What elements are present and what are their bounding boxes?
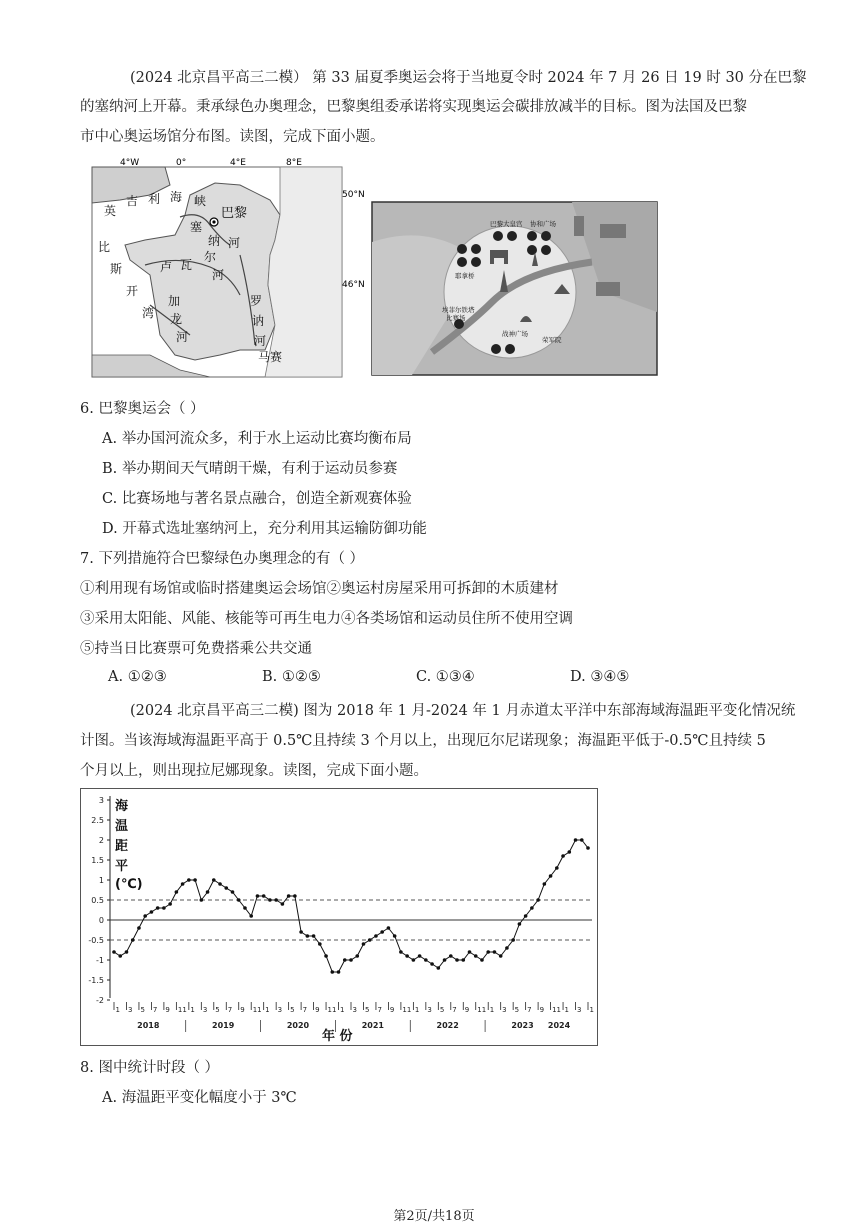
lat-label: 46°N	[342, 280, 365, 290]
data-point	[137, 926, 141, 930]
data-point	[118, 954, 122, 958]
month-tick-label: 7	[227, 1006, 233, 1014]
data-point	[368, 938, 372, 942]
place-label: 峡	[194, 194, 207, 208]
venue-label: 荣军院	[542, 336, 562, 344]
month-tick-label: 1	[564, 1006, 570, 1014]
y-tick-label: 1.5	[91, 856, 104, 865]
lon-label: 8°E	[286, 158, 302, 168]
q8-option-a: A. 海温距平变化幅度小于 3℃	[102, 1090, 297, 1106]
venue-label: 比赛场	[446, 314, 466, 322]
data-point	[418, 954, 422, 958]
q7-item: ③采用太阳能、风能、核能等可再生电力④各类场馆和运动员住所不使用空调	[80, 611, 573, 627]
data-point	[549, 874, 553, 878]
year-label: 2022	[436, 1021, 459, 1030]
data-point	[324, 954, 328, 958]
data-point	[449, 954, 453, 958]
data-point	[374, 934, 378, 938]
month-tick-label: 9	[240, 1006, 245, 1014]
data-point	[330, 970, 334, 974]
data-point	[206, 890, 210, 894]
y-tick-label: -0.5	[88, 936, 104, 945]
place-label: 斯	[110, 262, 123, 276]
place-label: 河	[254, 334, 267, 348]
q8-stem: 8. 图中统计时段（ ）	[80, 1060, 220, 1076]
data-point	[480, 958, 484, 962]
q6-option-c: C. 比赛场地与著名景点融合，创造全新观赛体验	[102, 491, 412, 507]
data-point	[200, 898, 204, 902]
lat-label: 50°N	[342, 190, 365, 200]
month-tick-label: 9	[389, 1006, 395, 1014]
q6-stem: 6. 巴黎奥运会（ ）	[80, 401, 205, 417]
venue-label: 协和广场	[530, 220, 556, 228]
month-tick-label: 1	[340, 1006, 345, 1014]
data-point	[530, 906, 534, 910]
place-label: 马赛	[258, 350, 283, 364]
data-point	[156, 906, 160, 910]
data-point	[499, 954, 503, 958]
intro-line-3: 市中心奥运场馆分布图。读图，完成下面小题。	[80, 129, 385, 145]
place-label: 英	[104, 204, 117, 218]
month-tick-label: 11	[552, 1006, 562, 1014]
venue-label: 埃菲尔铁塔	[442, 306, 475, 314]
venue-label: 耶拿桥	[455, 272, 475, 280]
y-tick-label: 3	[98, 796, 104, 805]
month-tick-label: 3	[277, 1006, 283, 1014]
place-label: 巴黎	[221, 206, 248, 221]
month-tick-label: 9	[315, 1006, 320, 1014]
data-point	[524, 914, 528, 918]
data-point	[318, 942, 322, 946]
data-point	[212, 878, 216, 882]
data-point	[287, 894, 291, 898]
y-tick-label: 0	[98, 916, 104, 925]
building-icon	[596, 282, 620, 296]
data-point	[143, 914, 147, 918]
year-label: 2024	[547, 1021, 571, 1030]
y-tick-label: -1	[96, 956, 104, 965]
month-tick-label: 1	[265, 1006, 270, 1014]
place-label: 龙	[170, 312, 183, 326]
data-point	[243, 906, 247, 910]
data-point	[362, 942, 366, 946]
place-label: 罗	[250, 294, 263, 308]
y-tick-label: 0.5	[91, 896, 104, 905]
place-label: 比	[98, 240, 111, 254]
q7-option-a: A. ①②③	[108, 669, 167, 685]
place-label: 讷	[252, 314, 265, 328]
data-point	[567, 850, 571, 854]
data-point	[293, 894, 297, 898]
place-label: 海	[170, 190, 183, 204]
data-point	[131, 938, 135, 942]
year-label: 2020	[286, 1021, 310, 1030]
y-axis-label: 海 温 距 平 (℃)	[115, 799, 143, 892]
data-point	[474, 954, 478, 958]
y-tick-label: -1.5	[88, 976, 104, 985]
data-point	[231, 890, 235, 894]
y-tick-label: 2	[98, 836, 104, 845]
q7-item: ⑤持当日比赛票可免费搭乘公共交通	[80, 641, 312, 657]
venue-label: 战神广场	[502, 330, 528, 338]
month-tick-label: 7	[377, 1006, 382, 1014]
month-tick-label: 7	[302, 1006, 308, 1014]
q7-option-b: B. ①②⑤	[262, 669, 321, 685]
data-point	[543, 882, 547, 886]
month-tick-label: 7	[152, 1006, 158, 1014]
month-tick-label: 5	[514, 1006, 520, 1014]
data-point	[518, 922, 522, 926]
data-point	[162, 906, 166, 910]
y-tick-label: 1	[98, 876, 104, 885]
place-label: 湾	[142, 306, 155, 320]
month-tick-label: 3	[202, 1006, 208, 1014]
data-point	[343, 958, 347, 962]
data-point	[493, 950, 497, 954]
q7-item: ①利用现有场馆或临时搭建奥运会场馆②奥运村房屋采用可拆卸的木质建材	[80, 581, 559, 597]
place-label: 塞	[190, 220, 203, 234]
data-point	[312, 934, 316, 938]
data-point	[237, 898, 241, 902]
year-label: 2021	[361, 1021, 384, 1030]
q7-stem: 7. 下列措施符合巴黎绿色办奥理念的有（ ）	[80, 551, 365, 567]
place-label: 吉	[126, 194, 139, 208]
intro2-line-1: (2024 北京昌平高三二模) 图为 2018 年 1 月-2024 年 1 月赤道太平洋中东部海域海温距平变化情况统	[130, 703, 796, 719]
month-tick-label: 11	[252, 1006, 262, 1014]
year-label: 2023	[511, 1021, 534, 1030]
data-point	[193, 878, 197, 882]
data-point	[218, 882, 222, 886]
place-label: 尔	[204, 250, 217, 264]
data-point	[405, 954, 409, 958]
data-point	[249, 914, 253, 918]
month-tick-label: 5	[364, 1006, 370, 1014]
month-tick-label: 11	[327, 1006, 337, 1014]
data-point	[561, 854, 565, 858]
data-point	[437, 966, 441, 970]
year-label: 2019	[212, 1021, 235, 1030]
data-point	[412, 958, 416, 962]
data-point	[424, 958, 428, 962]
month-tick-label: 1	[489, 1006, 495, 1014]
building-icon	[600, 224, 626, 238]
data-point	[125, 950, 129, 954]
month-tick-label: 3	[427, 1006, 432, 1014]
month-tick-label: 3	[577, 1006, 582, 1014]
data-point	[281, 902, 285, 906]
data-point	[555, 866, 559, 870]
month-tick-label: 3	[502, 1006, 507, 1014]
data-point	[380, 930, 384, 934]
month-tick-label: 7	[452, 1006, 457, 1014]
data-point	[468, 950, 472, 954]
month-tick-label: 7	[527, 1006, 532, 1014]
place-label: 卢	[160, 260, 173, 274]
data-point	[187, 878, 191, 882]
month-tick-label: 3	[127, 1006, 133, 1014]
data-point	[399, 950, 403, 954]
data-point	[224, 886, 228, 890]
data-point	[536, 898, 540, 902]
data-point	[349, 958, 353, 962]
place-label: 加	[168, 294, 181, 308]
month-tick-label: 9	[165, 1006, 170, 1014]
place-label: 开	[126, 284, 139, 298]
place-label: 河	[212, 268, 225, 282]
intro-line-1: (2024 北京昌平高三二模） 第 33 届夏季奥运会将于当地夏令时 2024 年 7 月 26 日 19 时 30 分在巴黎	[130, 70, 807, 86]
q6-option-b: B. 举办期间天气晴朗干燥，有利于运动员参赛	[102, 461, 398, 477]
data-point	[337, 970, 341, 974]
data-point	[511, 938, 515, 942]
building-icon	[574, 216, 584, 236]
data-point	[580, 838, 584, 842]
month-tick-label: 1	[414, 1006, 420, 1014]
data-point	[455, 958, 459, 962]
place-label: 利	[148, 192, 161, 206]
intro2-line-3: 个月以上，则出现拉尼娜现象。读图，完成下面小题。	[80, 763, 428, 779]
place-label: 河	[176, 330, 189, 344]
month-tick-label: 1	[115, 1006, 120, 1014]
month-tick-label: 11	[402, 1006, 412, 1014]
lon-label: 0°	[176, 158, 187, 168]
data-point	[262, 894, 266, 898]
month-tick-label: 5	[439, 1006, 445, 1014]
y-tick-label: -2	[96, 996, 104, 1005]
data-point	[355, 954, 359, 958]
month-tick-label: 1	[589, 1006, 594, 1014]
data-point	[430, 962, 434, 966]
y-tick-label: 2.5	[91, 816, 104, 825]
month-tick-label: 5	[215, 1006, 220, 1014]
place-label: 瓦	[180, 258, 193, 272]
data-point	[505, 946, 509, 950]
month-tick-label: 11	[177, 1006, 187, 1014]
month-tick-label: 5	[140, 1006, 145, 1014]
lon-label: 4°W	[120, 158, 140, 168]
data-point	[461, 958, 465, 962]
place-label: 纳	[208, 234, 221, 248]
month-tick-label: 9	[539, 1006, 545, 1014]
year-label: 2018	[137, 1021, 160, 1030]
data-point	[256, 894, 260, 898]
q6-option-a: A. 举办国河流众多，利于水上运动比赛均衡布局	[102, 431, 412, 447]
intro2-line-2: 计图。当该海域海温距平高于 0.5℃且持续 3 个月以上，出现厄尔尼诺现象；海温距平低于-0.5℃且持续 5	[80, 733, 766, 749]
data-point	[574, 838, 578, 842]
q7-option-d: D. ③④⑤	[570, 669, 630, 685]
data-point	[168, 902, 172, 906]
france-map	[90, 155, 365, 380]
place-label: 河	[228, 236, 241, 250]
month-tick-label: 3	[352, 1006, 357, 1014]
data-point	[387, 926, 391, 930]
data-point	[486, 950, 490, 954]
month-tick-label: 11	[477, 1006, 487, 1014]
data-point	[150, 910, 154, 914]
intro-line-2: 的塞纳河上开幕。秉承绿色办奥理念，巴黎奥组委承诺将实现奥运会碳排放减半的目标。图为法国及巴黎	[80, 99, 747, 115]
q6-option-d: D. 开幕式选址塞纳河上，充分利用其运输防御功能	[102, 521, 427, 537]
sst-anomaly-chart	[80, 788, 598, 1046]
month-tick-label: 1	[190, 1006, 195, 1014]
data-point	[306, 934, 310, 938]
venue-label: 巴黎大皇宫	[490, 220, 523, 228]
data-point	[268, 898, 272, 902]
data-point	[112, 950, 116, 954]
month-tick-label: 5	[290, 1006, 295, 1014]
lon-label: 4°E	[230, 158, 246, 168]
month-tick-label: 9	[464, 1006, 470, 1014]
data-point	[586, 846, 590, 850]
data-point	[175, 890, 179, 894]
paris-venue-map	[372, 202, 657, 375]
data-point	[181, 882, 185, 886]
data-point	[443, 958, 447, 962]
x-axis-label: 年 份	[322, 1029, 353, 1044]
data-point	[274, 898, 278, 902]
page-footer: 第2页/共18页	[393, 1209, 475, 1224]
data-point	[393, 934, 397, 938]
data-point	[299, 930, 303, 934]
q7-option-c: C. ①③④	[416, 669, 475, 685]
